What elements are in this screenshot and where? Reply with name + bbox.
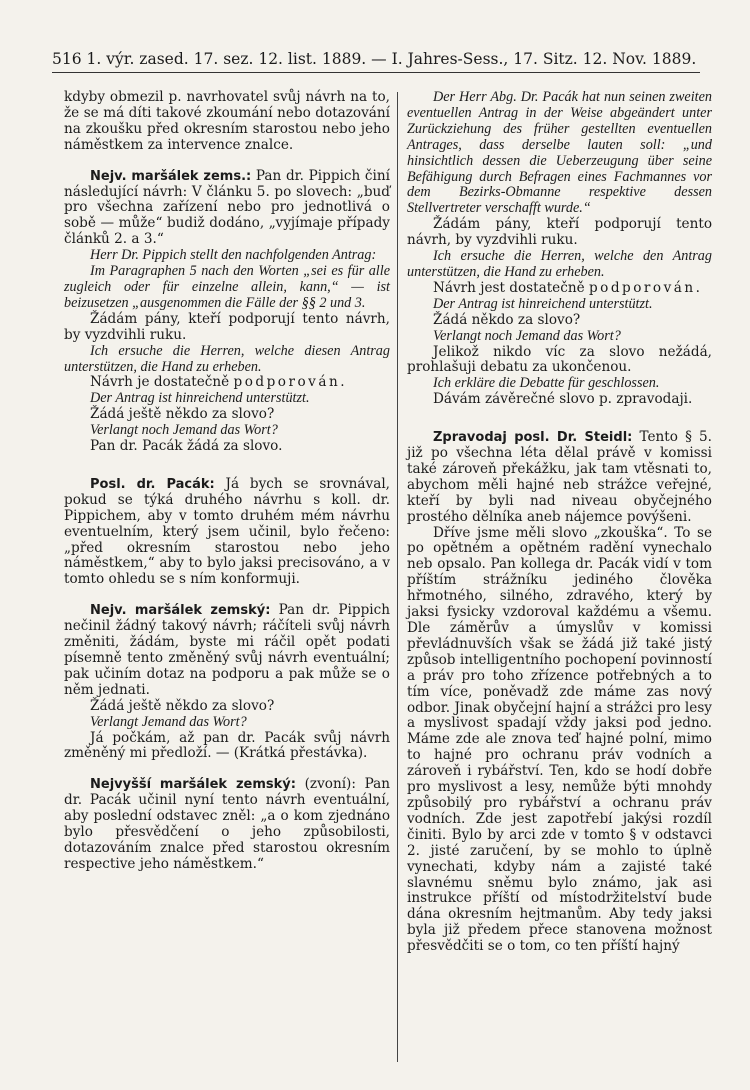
paragraph-text: Dávám závěrečné slovo p. zpravodaji.: [433, 391, 693, 408]
paragraph-text: Der Antrag ist hinreichend unterstützt.: [90, 390, 310, 407]
paragraph: [407, 281, 712, 297]
emphasis-spaced: podporován.: [588, 279, 703, 296]
paragraph-text: Ich ersuche die Herren, welche diesen Antrag unterstützen, die Hand zu erheben.: [64, 342, 390, 375]
paragraph: [64, 169, 390, 249]
paragraph: [64, 375, 390, 391]
paragraph: [64, 477, 390, 588]
paragraph-text: Žádá ještě někdo za slovo?: [90, 406, 275, 423]
paragraph-text: Herr Dr. Pippich stellt den nachfolgenden Antrag:: [90, 247, 377, 264]
paragraph: [407, 392, 712, 408]
paragraph: [64, 699, 390, 715]
paragraph-text: Der Antrag ist hinreichend unterstützt.: [433, 295, 653, 312]
paragraph: [64, 407, 390, 423]
paragraph: [64, 248, 390, 264]
speaker-name: Nejvyšší maršálek zemský:: [90, 777, 296, 793]
paragraph-text: kdyby obmezil p. navrhovatel svůj návrh na to, že se má díti takové zkoumání nebo dotazování na zkoušku před okresním starostou nebo jeho náměstkem za intervence znalce.: [64, 89, 390, 153]
paragraph-text: Jelikož nikdo víc za slovo nežádá, prohlašuji debatu za ukončenou.: [407, 343, 712, 376]
paragraph-text: Pan dr. Pippich nečinil žádný takový návrh; ráčíteli svůj návrh změniti, žádám, byste mi ráčil opět podati písemně tento změněný svůj návrh eventuální; pak učiním dotaz na podporu a pak může se o něm jednati.: [64, 602, 390, 698]
paragraph: [407, 430, 712, 525]
paragraph: [407, 526, 712, 955]
paragraph: [64, 439, 390, 455]
paragraph-text: Ich ersuche die Herren, welche den Antrag unterstützen, die Hand zu erheben.: [407, 248, 712, 280]
paragraph: [64, 90, 390, 154]
paragraph-text: Žádám pány, kteří podporují tento návrh, by vyzdvihli ruku.: [407, 216, 712, 249]
speaker-name: Posl. dr. Pacák:: [90, 476, 215, 492]
paragraph-text: Ich erkläre die Debatte für geschlossen.: [433, 375, 660, 392]
paragraph: [407, 345, 712, 377]
paragraph: [64, 423, 390, 439]
paragraph-text: Verlangt noch Jemand das Wort?: [90, 422, 278, 439]
paragraph: [407, 249, 712, 281]
paragraph-text: Já počkám, až pan dr. Pacák svůj návrh změněný mi předloží. — (Krátká přestávka).: [64, 729, 390, 762]
paragraph: [64, 603, 390, 698]
paragraph: [64, 344, 390, 376]
paragraph-text: Pan dr. Pacák žádá za slovo.: [90, 438, 283, 455]
paragraph: [64, 777, 390, 872]
speaker-name: Nejv. maršálek zems.:: [90, 168, 252, 184]
paragraph: [407, 297, 712, 313]
paragraph: [407, 217, 712, 249]
paragraph-text: Im Paragraphen 5 nach den Worten „sei es für alle zugleich oder für einzelne allein, kann,“ — ist beizusetzen „ausgenommen die Fälle der §§ 2 und 3.: [64, 263, 390, 311]
paragraph-text: Žádá ještě někdo za slovo?: [90, 697, 275, 714]
paragraph-text: Der Herr Abg. Dr. Pacák hat nun seinen zweiten eventuellen Antrag in der Weise abgeändert unter Zurückziehung des früher gestellten eventuellen Antrages, dass derselbe lauten soll: „und hinsichtlich dessen die Ueberzeugung über seine Befähigung durch Befragen eines Fachmannes vor dem Bezirks-Obmanne respektive dessen Stellvertreter verschafft wurde.“: [407, 89, 712, 217]
paragraph-text: Dříve jsme měli slovo „zkouška“. To se po opětném a opětném radění vynechalo neb opsalo. Pan kollega dr. Pacák vidí v tom příštím strážníku jediného člověka hřmotného, silného, zdravého, který by jaksi fysicky vzdoroval každému a všemu. Dle záměrův a úmyslův v komissi převládnuvších však se žádá již také jistý způsob intelligentního pochopení povinností a práv pro toho zřízence potřebných a to tím více, poněvadž zde máme zas nový odbor. Jinak obyčejní hajní a strážci pro lesy a myslivost spadají vždy jaksi pod jedno. Máme zde ale znova teď hajné polní, mimo to hajné pro ochranu práv vodních a zároveň i rybářství. Ten, kdo se hodí dobře pro myslivost a lesy, nemůže býti mnohdy způsobilý pro rybářství a ochranu práv vodních. Zde jest zapotřebí jakýsi rozdíl činiti. Bylo by arci zde v tomto § v odstavci 2. jisté zaručení, by se mohlo to úplně vynechati, kdyby nám a zajisté také slavnému sněmu bylo známo, jak asi instrukce příští od místodržitelství bude dána okresním hejtmanům. Aby tedy jaksi byla již předem přece stanovena možnost přesvědčiti se o tom, co ten příští hajný: [407, 524, 712, 955]
paragraph: [407, 376, 712, 392]
paragraph: [64, 731, 390, 763]
speaker-name: Nejv. maršálek zemský:: [90, 603, 271, 619]
paragraph: [407, 329, 712, 345]
left-column: [64, 90, 390, 873]
paragraph-text: Verlangt Jemand das Wort?: [90, 713, 247, 730]
paragraph-text: (zvoní): Pan dr. Pacák učinil nyní tento návrh eventuální, aby poslední odstavec zněl: „a o kom zjednáno bylo přesvědčení o jeho způsobilosti, dotazováním znalce před starostou okresním respective jeho náměstkem.“: [64, 776, 391, 872]
paragraph: [64, 391, 390, 407]
right-column: [407, 90, 712, 955]
column-divider: [397, 92, 398, 1062]
paragraph-text: Verlangt noch Jemand das Wort?: [433, 327, 621, 344]
page-header: 516 1. výr. zased. 17. sez. 12. list. 1889. — I. Jahres-Sess., 17. Sitz. 12. Nov. 1889.: [52, 46, 700, 73]
paragraph: [407, 90, 712, 217]
paragraph-text: Návrh jest dostatečně podporován.: [433, 279, 703, 296]
paragraph-text: Žádám pány, kteří podporují tento návrh, by vyzdvihli ruku.: [64, 310, 390, 343]
paragraph: [64, 264, 390, 312]
paragraph: [407, 313, 712, 329]
emphasis-spaced: podporován.: [233, 374, 348, 391]
paragraph-text: Tento § 5. již po všechna léta dělal právě v komissi také zároveň překážku, jak tam vtěsnati to, abychom měli hajné neb strážce veřejné, kteří by byli nad niveau obyčejného prostého dělníka aneb nájemce povýšeni.: [407, 429, 712, 525]
paragraph: [64, 715, 390, 731]
paragraph-text: Návrh je dostatečně podporován.: [90, 374, 348, 391]
paragraph-text: Pan dr. Pippich činí následující návrh: V článku 5. po slovech: „buď pro všechna zařízení nebo pro jednotlivá o sobě — může“ budiž dodáno, „vyjímaje případy článků 2. a 3.“: [64, 167, 390, 248]
paragraph-text: Žádá někdo za slovo?: [433, 311, 581, 328]
speaker-name: Zpravodaj posl. Dr. Steidl:: [433, 430, 633, 446]
paragraph: [64, 312, 390, 344]
paragraph-text: Já bych se srovnával, pokud se týká druhého návrhu s koll. dr. Pippichem, aby v tomto druhém mém návrhu eventuelním, který jsem učinil, bylo řečeno: „před okresním starostou nebo jeho náměstkem,“ aby to bylo jaksi precisováno, a v tomto ohledu se s ním konformuji.: [64, 475, 390, 588]
